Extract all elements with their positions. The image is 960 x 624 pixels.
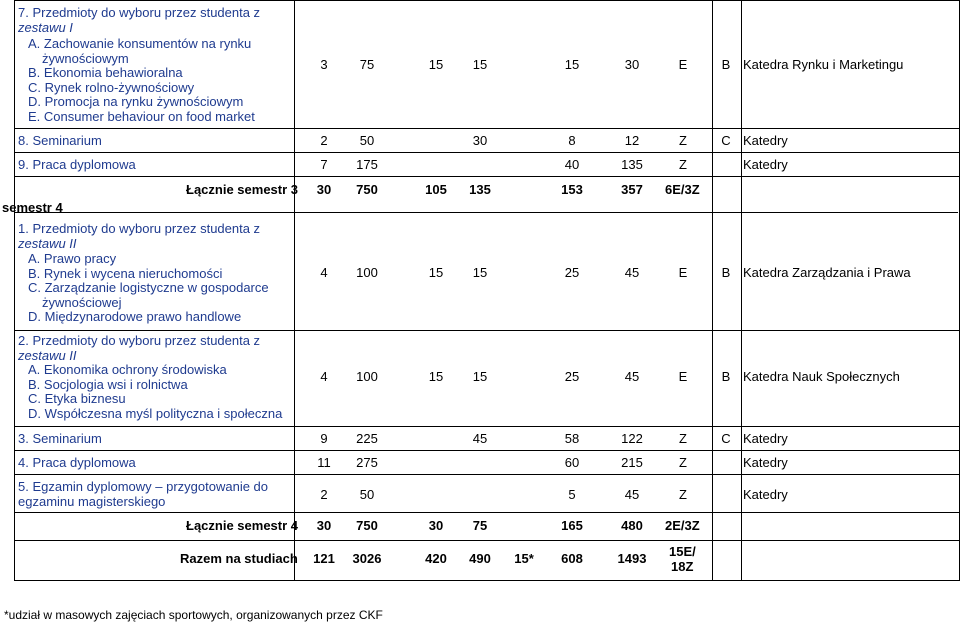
s3-ects: 9 [320,431,328,446]
row9-form: Z [679,157,687,172]
s3-hours: 225 [356,431,378,446]
sum4-lectures: 30 [428,518,444,533]
s3-form: Z [679,431,687,446]
footnote: *udział w masowych zajęciach sportowych, organizowanych przez CKF [4,608,383,622]
s1-option-d: D. Międzynarodowe prawo handlowe [28,309,242,325]
s5-hours: 50 [359,487,375,502]
s2-options [18,363,282,421]
s2-form: E [678,369,688,384]
sum3-exams: 6E/3Z [665,182,700,197]
row7-options [18,37,255,125]
s1-self: 45 [624,265,640,280]
sum3-self: 357 [621,182,643,197]
s1-options [18,252,269,325]
total-ects: 121 [313,551,335,566]
s2-exercises: 15 [472,369,488,384]
s1-ects: 4 [320,265,328,280]
row7-option-d: D. Promocja na rynku żywnościowym [28,94,244,110]
row7-option-b: B. Ekonomia behawioralna [28,65,183,81]
s3-title: 3. Seminarium [18,431,102,446]
s3-unit: Katedry [743,431,788,446]
row7-hours: 75 [359,57,375,72]
s4-form: Z [679,455,687,470]
total-label: Razem na studiach [180,551,298,566]
s5-form: Z [679,487,687,502]
s2-contact: 25 [564,369,580,384]
row9-hours: 175 [356,157,378,172]
s1-contact: 25 [564,265,580,280]
s1-group: B [721,265,731,280]
sum4-contact: 165 [561,518,583,533]
s1-exercises: 15 [472,265,488,280]
total-exams: 15E/ [669,544,696,559]
row9-self: 135 [621,157,643,172]
row7-title: 7. Przedmioty do wyboru przez studenta z [18,5,261,20]
row7-contact: 15 [564,57,580,72]
s2-self: 45 [624,369,640,384]
sum4-label: Łącznie semestr 4 [186,518,299,533]
row8-contact: 8 [568,133,576,148]
s1-title: 1. Przedmioty do wyboru przez studenta z [18,221,261,236]
s2-title: 2. Przedmioty do wyboru przez studenta z [18,333,261,348]
s2-group: B [721,369,731,384]
sum4-exams: 2E/3Z [665,518,700,533]
row7-unit: Katedra Rynku i Marketingu [743,57,904,72]
s5-title: 5. Egzamin dyplomowy – przygotowanie do [18,479,269,494]
row8-hours: 50 [359,133,375,148]
row9-contact: 40 [564,157,580,172]
row8-ects: 2 [320,133,328,148]
s1-form: E [678,265,688,280]
s5-title-cont: egzaminu magisterskiego [18,494,166,509]
row9-title: 9. Praca dyplomowa [18,157,136,172]
row7-option-a-cont: żywnościowym [42,50,129,66]
row7-form: E [678,57,688,72]
s3-self: 122 [621,431,643,446]
s2-lectures: 15 [428,369,444,384]
total-hours: 3026 [352,551,382,566]
s3-group: C [721,431,731,446]
sum3-exercises: 135 [469,182,491,197]
row8-exercises: 30 [472,133,488,148]
s4-unit: Katedry [743,455,788,470]
s4-self: 215 [621,455,643,470]
sum3-label: Łącznie semestr 3 [186,182,299,197]
s5-unit: Katedry [743,487,788,502]
s2-subtitle: zestawu II [18,348,77,363]
s1-subtitle: zestawu II [18,236,77,251]
row8-self: 12 [624,133,640,148]
s1-option-b: B. Rynek i wycena nieruchomości [28,265,223,281]
s1-option-c-cont: żywnościowej [42,294,122,310]
row8-title: 8. Seminarium [18,133,102,148]
sum3-lectures: 105 [425,182,447,197]
s5-ects: 2 [320,487,328,502]
s2-hours: 100 [356,369,378,384]
total-exercises: 490 [469,551,491,566]
row7-exercises: 15 [472,57,488,72]
row7-option-e: E. Consumer behaviour on food market [28,108,255,124]
row7-self: 30 [624,57,640,72]
sum3-contact: 153 [561,182,583,197]
s2-unit: Katedra Nauk Społecznych [743,369,900,384]
row7-group: B [721,57,731,72]
row7-ects: 3 [320,57,328,72]
row7-subtitle: zestawu I [18,20,73,35]
s2-option-b: B. Socjologia wsi i rolnictwa [28,376,188,392]
s3-exercises: 45 [472,431,488,446]
s4-hours: 275 [356,455,378,470]
sum4-ects: 30 [316,518,332,533]
s1-lectures: 15 [428,265,444,280]
s1-unit: Katedra Zarządzania i Prawa [743,265,911,280]
row7-option-a: A. Zachowanie konsumentów na rynku [28,36,252,51]
total-contact: 608 [561,551,583,566]
row7-option-c: C. Rynek rolno-żywnościowy [28,79,195,95]
total-self: 1493 [617,551,647,566]
row9-ects: 7 [320,157,328,172]
row8-unit: Katedry [743,133,788,148]
s2-option-c: C. Etyka biznesu [28,391,126,407]
s1-option-c: C. Zarządzanie logistyczne w gospodarce [28,280,269,296]
sum4-self: 480 [621,518,643,533]
row7-lectures: 15 [428,57,444,72]
s5-contact: 5 [568,487,576,502]
s3-contact: 58 [564,431,580,446]
s2-option-a: A. Ekonomika ochrony środowiska [28,362,227,377]
sum4-hours: 750 [356,518,378,533]
s2-ects: 4 [320,369,328,384]
s1-option-a: A. Prawo pracy [28,251,117,266]
semester4-heading: semestr 4 [2,200,63,215]
s4-title: 4. Praca dyplomowa [18,455,136,470]
s4-ects: 11 [317,455,331,470]
sum4-exercises: 75 [472,518,488,533]
row8-form: Z [679,133,687,148]
s2-option-d: D. Współczesna myśl polityczna i społeczna [28,405,283,421]
total-credits: 18Z [671,559,694,574]
s5-self: 45 [624,487,640,502]
row8-group: C [721,133,731,148]
curriculum-table [2,0,960,580]
total-lectures: 420 [425,551,447,566]
s1-hours: 100 [356,265,378,280]
row9-unit: Katedry [743,157,788,172]
total-sport: 15* [514,551,534,566]
sum3-hours: 750 [356,182,378,197]
sum3-ects: 30 [316,182,332,197]
s4-contact: 60 [564,455,580,470]
